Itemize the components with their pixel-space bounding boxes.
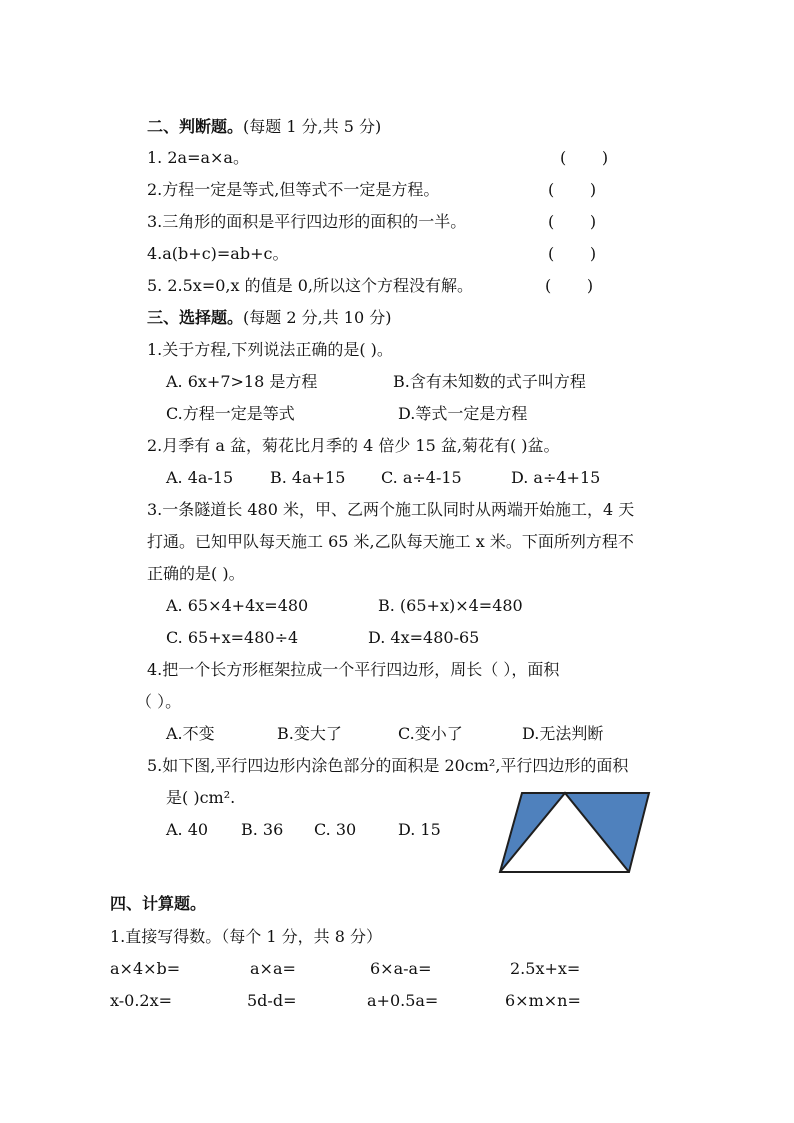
section3-heading: 三、选择题。 bbox=[147, 308, 244, 327]
judge-answer-1[interactable]: ( ) bbox=[560, 148, 609, 167]
choice-q5-stem-line1: 5.如下图,平行四边形内涂色部分的面积是 20cm²,平行四边形的面积 bbox=[147, 756, 629, 775]
parallelogram-figure bbox=[498, 790, 652, 876]
choice-q5-option-a[interactable]: A. 40 bbox=[166, 820, 209, 839]
calc-r2-c3: a+0.5a= bbox=[367, 991, 439, 1010]
judge-answer-5[interactable]: ( ) bbox=[545, 276, 594, 295]
calc-r1-c3: 6×a-a= bbox=[370, 959, 432, 978]
choice-q3-option-d[interactable]: D. 4x=480-65 bbox=[368, 628, 480, 647]
choice-q2-option-c[interactable]: C. a÷4-15 bbox=[381, 468, 462, 487]
choice-q3-stem-line3: 正确的是( )。 bbox=[147, 564, 245, 583]
choice-q4-option-d[interactable]: D.无法判断 bbox=[522, 724, 604, 743]
choice-q4-stem-line2: （ ）。 bbox=[136, 692, 182, 711]
section4-sub1: 1.直接写得数。（每个 1 分，共 8 分） bbox=[110, 927, 382, 946]
choice-q1-stem: 1.关于方程,下列说法正确的是( )。 bbox=[147, 340, 393, 359]
section3-title bbox=[147, 308, 391, 328]
judge-answer-4[interactable]: ( ) bbox=[548, 244, 597, 263]
section2-note: (每题 1 分,共 5 分) bbox=[243, 117, 382, 136]
judge-answer-2[interactable]: ( ) bbox=[548, 180, 597, 199]
calc-r1-c2: a×a= bbox=[250, 959, 296, 978]
choice-q2-stem: 2.月季有 a 盆，菊花比月季的 4 倍少 15 盆,菊花有( )盆。 bbox=[147, 436, 560, 455]
choice-q3-option-b[interactable]: B. (65+x)×4=480 bbox=[378, 596, 523, 615]
calc-r2-c1: x-0.2x= bbox=[110, 991, 173, 1010]
choice-q3-option-a[interactable]: A. 65×4+4x=480 bbox=[166, 596, 309, 615]
judge-item-1: 1. 2a=a×a。 bbox=[147, 148, 249, 167]
judge-answer-3[interactable]: ( ) bbox=[548, 212, 597, 231]
calc-r2-c2: 5d-d= bbox=[247, 991, 297, 1010]
choice-q4-option-b[interactable]: B.变大了 bbox=[277, 724, 342, 743]
choice-q4-stem-line1: 4.把一个长方形框架拉成一个平行四边形，周长（ ），面积 bbox=[147, 660, 560, 679]
choice-q2-option-d[interactable]: D. a÷4+15 bbox=[511, 468, 601, 487]
choice-q5-option-b[interactable]: B. 36 bbox=[241, 820, 284, 839]
choice-q2-option-b[interactable]: B. 4a+15 bbox=[270, 468, 346, 487]
judge-item-5: 5. 2.5x=0,x 的值是 0,所以这个方程没有解。 bbox=[147, 276, 473, 295]
shaded-right-triangle bbox=[565, 793, 649, 872]
judge-item-3: 3.三角形的面积是平行四边形的面积的一半。 bbox=[147, 212, 467, 231]
calc-r1-c1: a×4×b= bbox=[110, 959, 181, 978]
section4-heading: 四、计算题。 bbox=[110, 894, 207, 913]
choice-q5-stem-line2: 是( )cm². bbox=[166, 788, 236, 807]
calc-r2-c4: 6×m×n= bbox=[505, 991, 581, 1010]
section2-title bbox=[147, 117, 381, 137]
choice-q5-option-d[interactable]: D. 15 bbox=[398, 820, 441, 839]
calc-r1-c4: 2.5x+x= bbox=[510, 959, 581, 978]
choice-q4-option-c[interactable]: C.变小了 bbox=[398, 724, 463, 743]
judge-item-4: 4.a(b+c)=ab+c。 bbox=[147, 244, 289, 263]
choice-q3-option-c[interactable]: C. 65+x=480÷4 bbox=[166, 628, 299, 647]
choice-q1-option-a[interactable]: A. 6x+7>18 是方程 bbox=[166, 372, 318, 391]
choice-q1-option-c[interactable]: C.方程一定是等式 bbox=[166, 404, 295, 423]
judge-item-2: 2.方程一定是等式,但等式不一定是方程。 bbox=[147, 180, 440, 199]
choice-q1-option-d[interactable]: D.等式一定是方程 bbox=[398, 404, 528, 423]
choice-q4-option-a[interactable]: A.不变 bbox=[166, 724, 215, 743]
section2-heading: 二、判断题。 bbox=[147, 117, 244, 136]
choice-q2-option-a[interactable]: A. 4a-15 bbox=[166, 468, 234, 487]
choice-q1-option-b[interactable]: B.含有未知数的式子叫方程 bbox=[393, 372, 586, 391]
choice-q3-stem-line2: 打通。已知甲队每天施工 65 米,乙队每天施工 x 米。下面所列方程不 bbox=[147, 532, 634, 551]
choice-q5-option-c[interactable]: C. 30 bbox=[314, 820, 357, 839]
section3-note: (每题 2 分,共 10 分) bbox=[243, 308, 392, 327]
choice-q3-stem-line1: 3.一条隧道长 480 米，甲、乙两个施工队同时从两端开始施工，4 天 bbox=[147, 500, 635, 519]
